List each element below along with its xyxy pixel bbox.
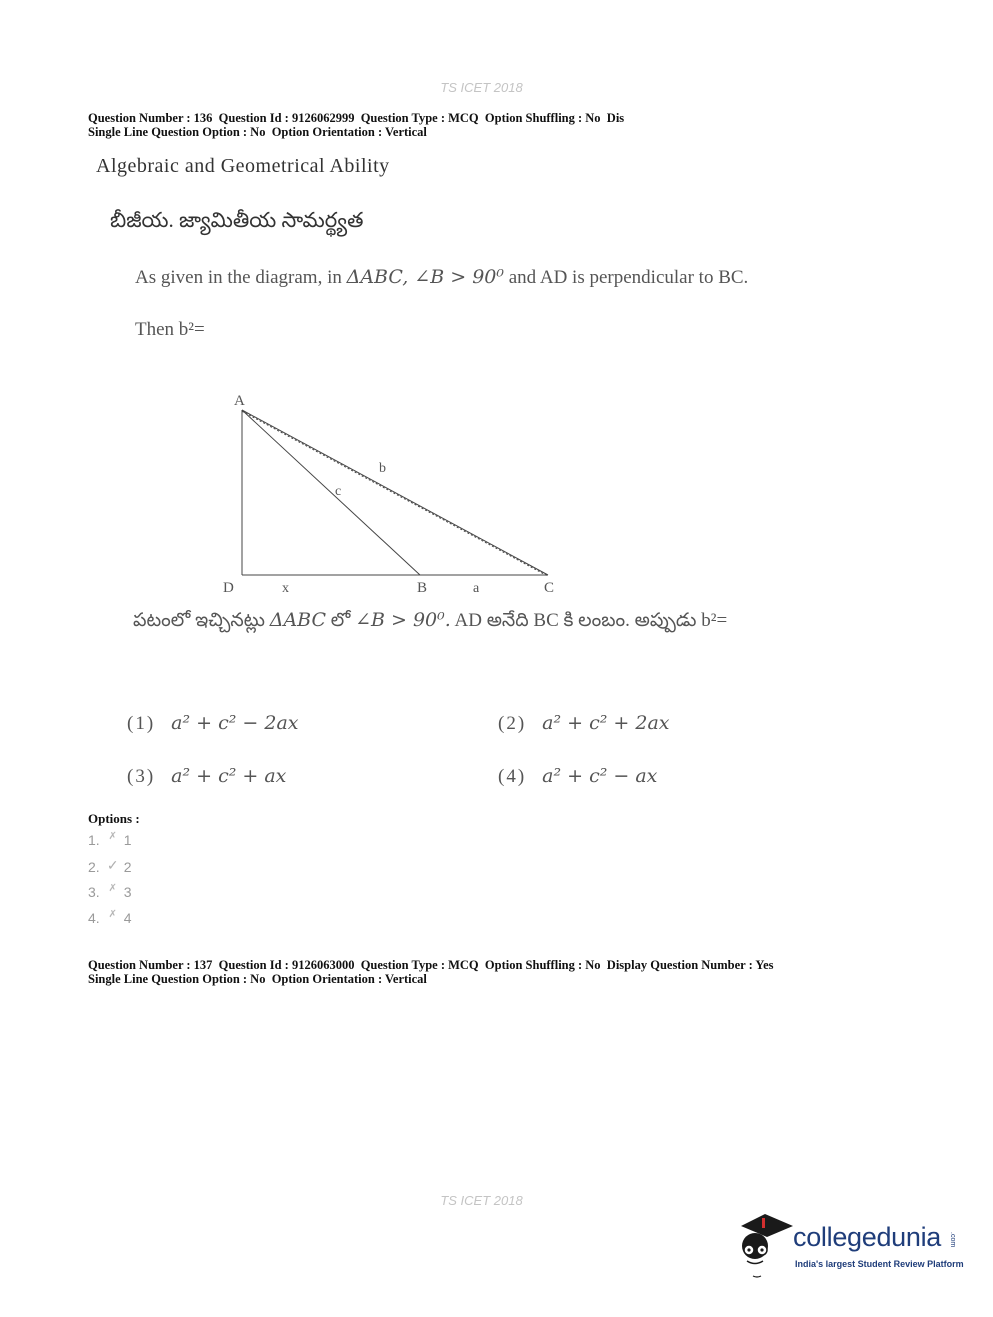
choice-1-number: (1) (127, 713, 156, 734)
choice-4-expr: a² + c² − ax (542, 765, 658, 787)
line-ac (242, 410, 548, 575)
option-4-value: 4 (123, 910, 132, 926)
section-title-telugu: బీజీయ. జ్యామితీయ సామర్థ్యత (110, 208, 364, 232)
telugu-text-post: AD అనేది BC కి లంబం. అప్పుడు b²= (450, 610, 728, 631)
option-1-value: 1 (123, 832, 132, 848)
telugu-text-mid: లో (326, 610, 356, 631)
watermark-bottom: TS ICET 2018 (440, 1193, 523, 1208)
logo-tagline: India's largest Student Review Platform (795, 1259, 964, 1269)
choice-3 (127, 765, 286, 788)
option-row-1 (88, 832, 131, 848)
label-c-vertex: C (544, 580, 555, 596)
choice-2-number: (2) (498, 713, 527, 734)
label-d-vertex: D (223, 580, 234, 596)
mascot-icon (735, 1210, 795, 1280)
telugu-math2: ∠B > 90⁰. (355, 609, 451, 631)
label-a-side: a (473, 581, 480, 596)
choice-3-number: (3) (127, 766, 156, 787)
label-a-vertex: A (234, 393, 245, 409)
question-text-post: and AD is perpendicular to BC. (503, 267, 749, 288)
question-math: ΔABC, ∠B > 90⁰ (346, 266, 504, 288)
option-3-index: 3. (88, 884, 100, 900)
option-1-index: 1. (88, 832, 100, 848)
collegedunia-logo (735, 1210, 965, 1280)
logo-suffix: .com (949, 1232, 956, 1248)
choice-1-expr: a² + c² − 2ax (171, 712, 299, 734)
option-2-value: 2 (123, 858, 132, 875)
cross-icon: ✗ (108, 882, 117, 894)
logo-name: collegedunia (793, 1222, 942, 1252)
next-question-meta-line2: Single Line Question Option : No Option Orientation : Vertical (88, 972, 427, 986)
option-row-2 (88, 858, 131, 875)
option-2-index: 2. (88, 858, 100, 875)
cross-icon: ✗ (108, 830, 117, 842)
label-b-side: b (379, 461, 386, 476)
option-row-3 (88, 884, 131, 900)
telugu-text-pre: పటంలో ఇచ్చినట్లు (133, 610, 270, 631)
choice-2 (498, 712, 670, 735)
next-question-meta-line1: Question Number : 137 Question Id : 9126063000 Question Type : MCQ Option Shuffling : No Display Question Number : Yes (88, 958, 774, 972)
question-meta-line2: Single Line Question Option : No Option Orientation : Vertical (88, 125, 427, 139)
question-then-text: Then b²= (135, 319, 205, 340)
question-text-telugu (133, 609, 727, 636)
telugu-math1: ΔABC (269, 609, 327, 631)
label-x: x (282, 581, 289, 596)
option-4-index: 4. (88, 910, 100, 926)
choice-4-number: (4) (498, 766, 527, 787)
option-row-4 (88, 910, 131, 926)
label-b-vertex: B (417, 580, 428, 596)
label-c-side: c (335, 484, 342, 499)
choice-4 (498, 765, 657, 788)
question-meta-line1: Question Number : 136 Question Id : 9126062999 Question Type : MCQ Option Shuffling : No Dis (88, 111, 625, 125)
check-icon: ✓ (106, 857, 119, 873)
question-text-pre: As given in the diagram, in (135, 267, 347, 288)
watermark-top: TS ICET 2018 (440, 80, 523, 95)
choice-1 (127, 712, 299, 735)
options-label: Options : (88, 811, 140, 826)
choice-3-expr: a² + c² + ax (171, 765, 287, 787)
line-ab (242, 410, 420, 575)
option-3-value: 3 (123, 884, 132, 900)
triangle-diagram (215, 385, 575, 600)
cross-icon: ✗ (108, 908, 117, 920)
question-text-english (135, 266, 748, 289)
choice-2-expr: a² + c² + 2ax (542, 712, 670, 734)
section-title: Algebraic and Geometrical Ability (96, 155, 390, 177)
